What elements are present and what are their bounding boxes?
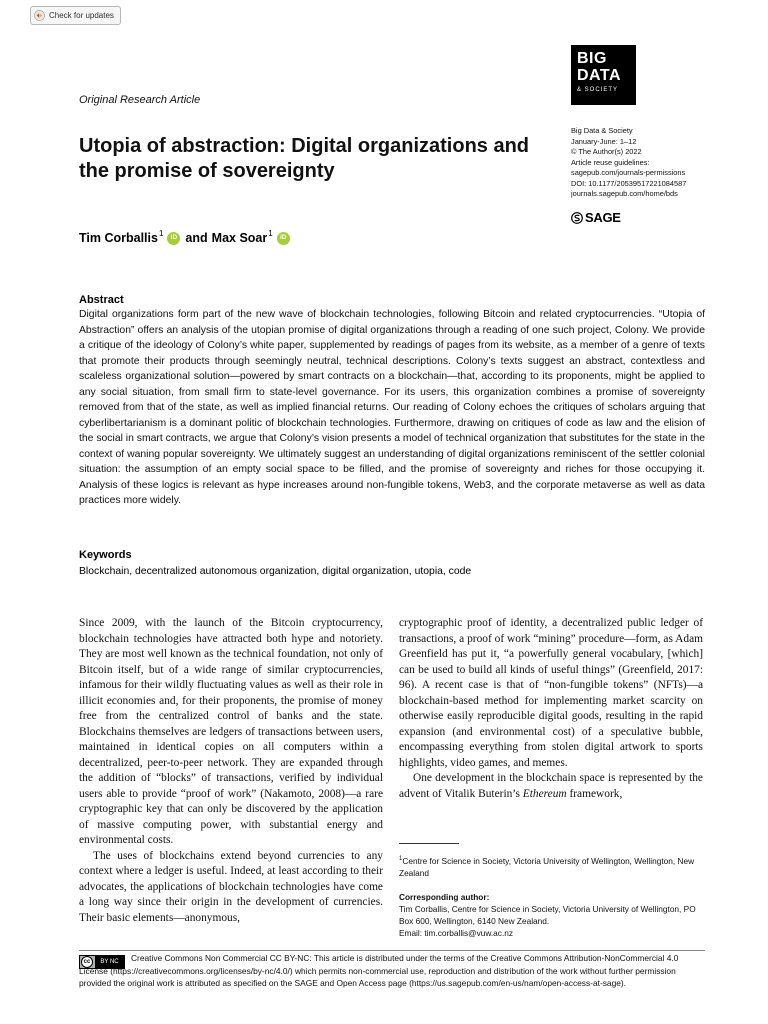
corresponding-email[interactable]: Email: tim.corballis@vuw.ac.nz [399,928,514,938]
author-list [79,231,295,245]
journal-meta [571,126,686,200]
reuse-guidelines: Article reuse guidelines: [571,157,650,167]
check-for-updates-button[interactable] [30,6,121,25]
corresponding-address: Tim Corballis, Centre for Science in Society, Victoria University of Wellington, PO Box 600, Wellington, 6140 New Zealand. [399,904,696,926]
sage-logo-icon [571,212,583,224]
footnote-text: Centre for Science in Society, Victoria University of Wellington, Wellington, New Zealand [399,855,695,878]
author-name: Max Soar [211,231,268,245]
author-affiliation-mark: 1 [268,229,273,238]
affiliation-footnote [399,853,705,879]
body-text: framework, [566,787,623,800]
orcid-icon[interactable] [277,232,290,245]
journal-logo [571,45,636,105]
keywords-heading: Keywords [79,549,132,561]
body-paragraph [399,771,703,802]
article-type: Original Research Article [79,94,201,106]
check-updates-icon [34,10,45,21]
reuse-link[interactable]: sagepub.com/journals-permissions [571,168,686,177]
license-divider [79,950,705,951]
body-paragraph: cryptographic proof of identity, a decentralized public ledger of transactions, a proof of work “mining” procedure—form, as Adam Greenfield has put it, “a powerfully general vocabulary, [which] can be used to build all kinds of useful things” (Greenfield, 2017: 96). A recent case is that of “non-fungible tokens” (NFTs)—a blockchain-based method for implementing market scarcity on otherwise easily reproducible digital goods, resulting in the rapid expansion (and environmental cost) of a speculative bubble, encompassing everything from stolen digital artwork to sports highlights, video games, and memes. [399,617,703,769]
logo-line-1: BIG [577,50,607,67]
license-text: Creative Commons Non Commercial CC BY-NC: This article is distributed under the terms of the Creative Commons Attribution-NonCommercial 4.0 License (https://creativecommons.org/licenses/by-nc/4.0/) which permits non-commercial use, reproduction and distribution of the work without further permission provided the original work is attributed as specified on the SAGE and Open Access page (https://us.sagepub.com/en-us/nam/open-access-at-sage). [79,953,679,988]
journal-name: Big Data & Society [571,126,633,135]
author-joiner: and [185,231,208,245]
publisher-logo [571,210,621,225]
ethereum-term: Ethereum [522,787,567,800]
check-for-updates-label: Check for updates [49,11,114,20]
footnote-divider [399,843,459,844]
corresponding-author [399,891,705,939]
author-name: Tim Corballis [79,231,158,245]
body-column-left [79,616,383,926]
corresponding-heading: Corresponding author: [399,892,490,902]
copyright: © The Author(s) 2022 [571,147,642,156]
abstract-heading: Abstract [79,294,124,306]
logo-line-3: & SOCIETY [577,87,619,93]
journal-homepage-link[interactable]: journals.sagepub.com/home/bds [571,189,678,198]
cc-by-nc-label: BY NC [95,956,124,968]
footnote-mark: 1 [399,856,403,862]
cc-icon: cc [81,956,93,968]
journal-issue: January-June: 1–12 [571,136,637,146]
body-paragraph: Since 2009, with the launch of the Bitcoin cryptocurrency, blockchain technologies have attracted both hype and notoriety. They are most well known as the technical foundation, not only of Bitcoin itself, but of a wide range of similar cryptocurrencies, infamous for their wildly fluctuating values as well as their role in illicit economies and, for their proponents, the promise of money free from the centralized control of banks and the state. Blockchains themselves are ledgers of transactions between users, maintained in identical copies on all computers within a decentralized, peer-to-peer network. They are expanded through the addition of “blocks” of transactions, verified by individual users able to provide “proof of work” (Nakamoto, 2008)—a rare cryptographic key that can only be discovered by the application of massive computing power, with substantial energy and environmental costs. [79,617,383,846]
body-text: One development in the blockchain space is represented by the advent of Vitalik Buterin’s [399,772,703,800]
abstract-text: Digital organizations form part of the new wave of blockchain technologies, following Bitcoin and related cryptocurrencies. “Utopia of Abstraction” offers an analysis of the utopian promise of digital organizations through a reading of one such project, Colony. We provide a critique of the ideology of Colony’s white paper, supplemented by readings of pages from its website, as a member of a genre of texts that promote their products through seemingly neutral, technical descriptions. Colony’s texts suggest an abstract, contextless and scaleless organizational solution—powered by smart contracts on a blockchain—that, according to its proponents, might be applied to any social situation, from small firm to state-level governance. For its users, this organization combines a promise of sovereignty removed from that of the state, as well as implied financial returns. Our reading of Colony echoes the critiques of scholars arguing that cyberlibertarianism is a dominant politic of blockchain technologies. Furthermore, drawing on critiques of code as law and the elision of the social in smart contracts, we argue that Colony’s vision presents a model of technical organization that substitutes for the state in the context of waning popular sovereignty. We ultimately suggest an understanding of digital organizations reminiscent of the settler colonial situation: the assumption of an empty social space to be filled, and the promise of sovereignty and riches for those occupying it. Analysis of these logics is relevant as hype increases around non-fungible tokens, Web3, and the corporate metaverse as well as data practices more widely. [79,309,705,506]
keywords-text: Blockchain, decentralized autonomous organization, digital organization, utopia, code [79,566,472,577]
publisher-name: SAGE [585,210,621,225]
body-paragraph: The uses of blockchains extend beyond currencies to any context where a ledger is useful. Indeed, at least according to their advocates, the applications of blockchain technologies have come a long way since their origin in the development of currencies. Their basic elements—anonymous, [79,849,383,924]
doi[interactable]: DOI: 10.1177/20539517221084587 [571,178,687,188]
author-affiliation-mark: 1 [158,229,164,238]
orcid-icon[interactable] [167,232,180,245]
logo-line-2: DATA [577,67,622,84]
body-column-right [399,616,703,802]
article-title: Utopia of abstraction: Digital organizations and the promise of sovereignty [79,135,530,182]
